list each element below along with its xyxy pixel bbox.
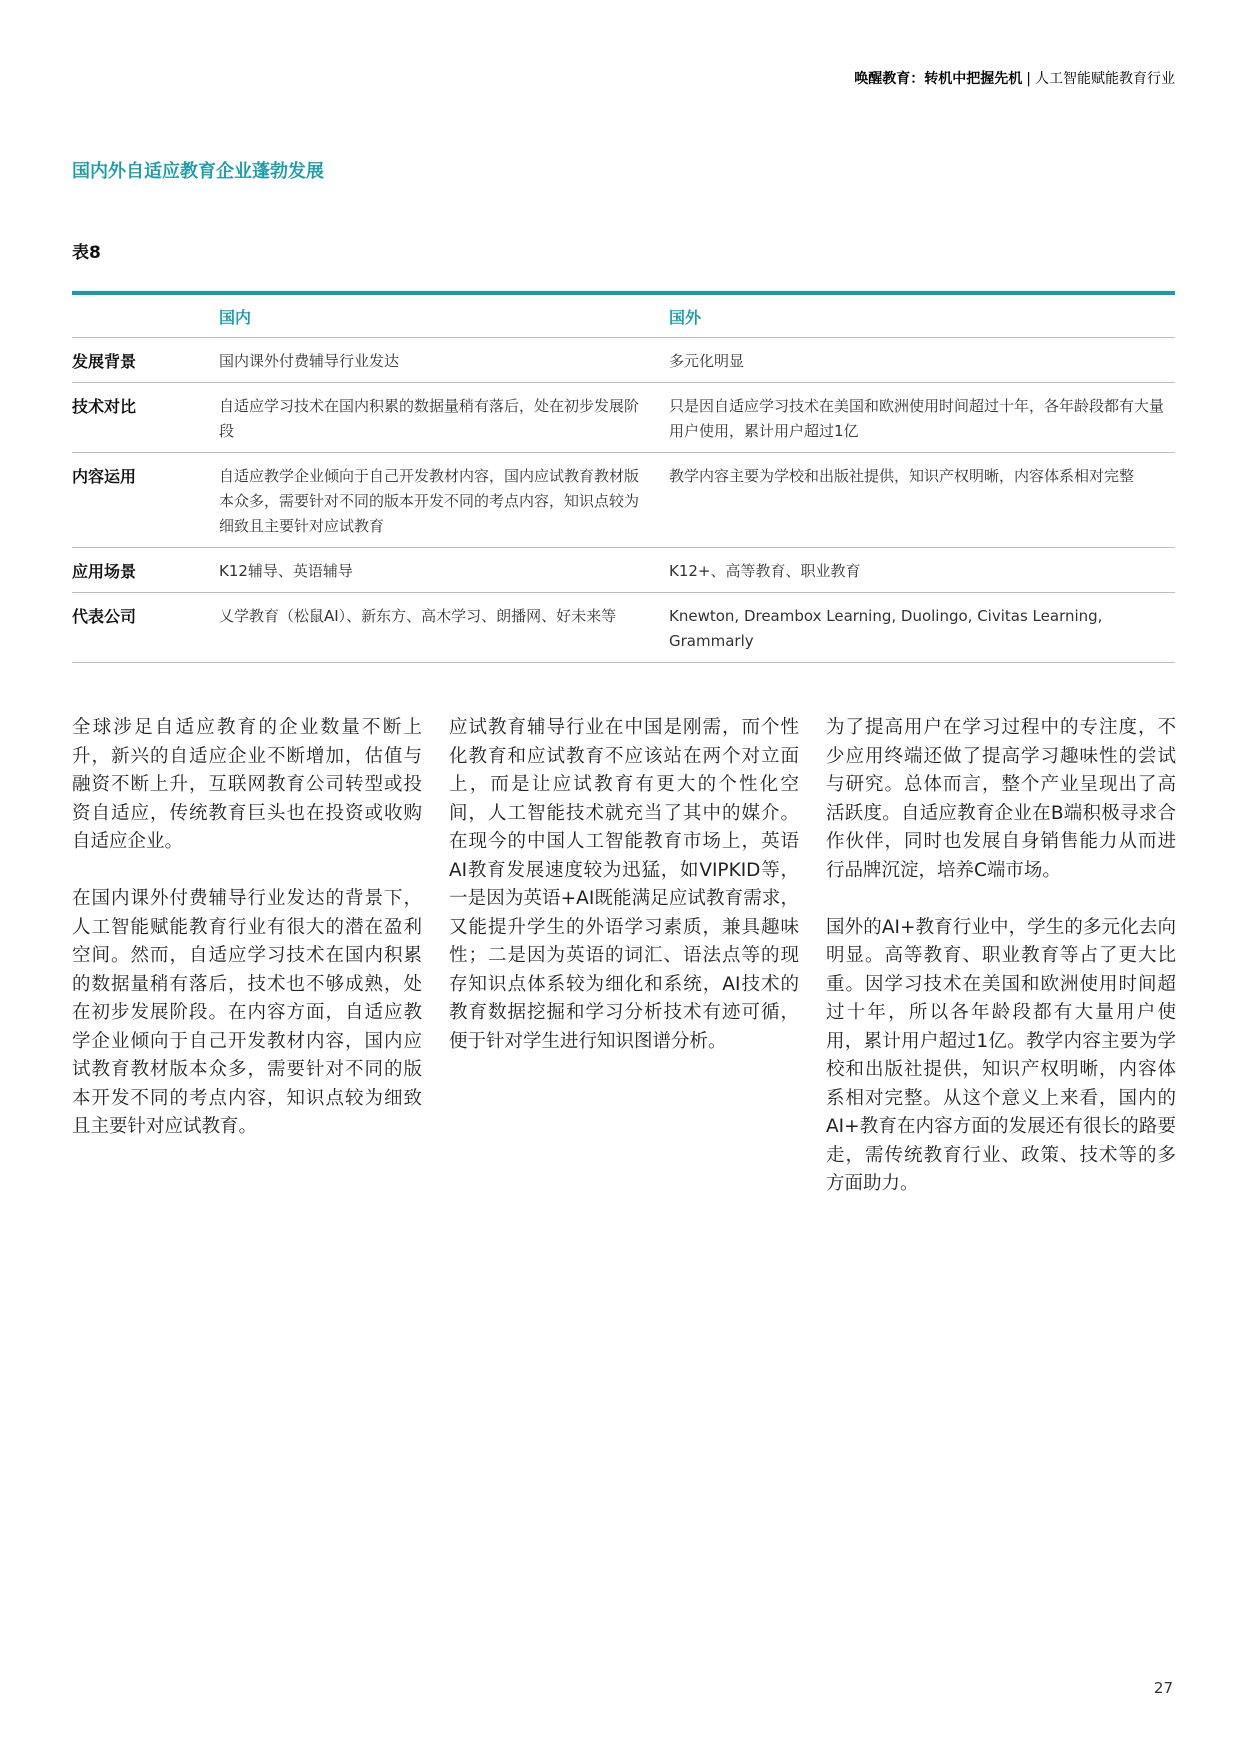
body-column-2: [449, 714, 799, 1085]
row-label: 应用场景: [72, 548, 219, 593]
body-column-1: [72, 714, 422, 1170]
cell-foreign: 教学内容主要为学校和出版社提供，知识产权明晰，内容体系相对完整: [669, 453, 1175, 548]
header-subtitle: 人工智能赋能教育行业: [1035, 71, 1175, 87]
cell-foreign: 多元化明显: [669, 338, 1175, 383]
table-header-row: [72, 293, 1175, 338]
row-label: 代表公司: [72, 593, 219, 663]
cell-domestic: 自适应学习技术在国内积累的数据量稍有落后，处在初步发展阶段: [219, 383, 669, 453]
row-label: 内容运用: [72, 453, 219, 548]
comparison-table: [72, 291, 1175, 663]
section-title: 国内外自适应教育企业蓬勃发展: [72, 161, 324, 182]
paragraph: 应试教育辅导行业在中国是刚需，而个性化教育和应试教育不应该站在两个对立面上，而是让应试教育有更大的个性化空间，人工智能技术就充当了其中的媒介。在现今的中国人工智能教育市场上，英语AI教育发展速度较为迅猛，如VIPKID等，一是因为英语+AI既能满足应试教育需求，又能提升学生的外语学习素质，兼具趣味性；二是因为英语的词汇、语法点等的现存知识点体系较为细化和系统，AI技术的教育数据挖掘和学习分析技术有迹可循，便于针对学生进行知识图谱分析。: [449, 717, 799, 1052]
header-title: 唤醒教育：转机中把握先机: [854, 71, 1023, 87]
cell-foreign: Knewton, Dreambox Learning, Duolingo, Civitas Learning, Grammarly: [669, 593, 1175, 663]
cell-domestic: K12辅导、英语辅导: [219, 548, 669, 593]
cell-foreign: K12+、高等教育、职业教育: [669, 548, 1175, 593]
table-header-domestic: 国内: [219, 293, 669, 338]
running-header: [854, 68, 1175, 88]
table-row: [72, 453, 1175, 548]
paragraph: 全球涉足自适应教育的企业数量不断上升，新兴的自适应企业不断增加，估值与融资不断上升，互联网教育公司转型或投资自适应，传统教育巨头也在投资或收购自适应企业。: [72, 717, 422, 852]
paragraph: 在国内课外付费辅导行业发达的背景下，人工智能赋能教育行业有很大的潜在盈利空间。然而，自适应学习技术在国内积累的数据量稍有落后，技术也不够成熟，处在初步发展阶段。在内容方面，自适应教学企业倾向于自己开发教材内容，国内应试教育教材版本众多，需要针对不同的版本开发不同的考点内容，知识点较为细致且主要针对应试教育。: [72, 888, 422, 1137]
table-label: 表8: [72, 243, 101, 263]
table-header-foreign: 国外: [669, 293, 1175, 338]
cell-domestic: 乂学教育（松鼠AI）、新东方、高木学习、朗播网、好未来等: [219, 593, 669, 663]
table-row: [72, 338, 1175, 383]
cell-domestic: 国内课外付费辅导行业发达: [219, 338, 669, 383]
table-row: [72, 593, 1175, 663]
table-row: [72, 383, 1175, 453]
row-label: 发展背景: [72, 338, 219, 383]
cell-domestic: 自适应教学企业倾向于自己开发教材内容，国内应试教育教材版本众多，需要针对不同的版本开发不同的考点内容，知识点较为细致且主要针对应试教育: [219, 453, 669, 548]
table-header-blank: [72, 293, 219, 338]
header-separator: |: [1026, 71, 1031, 87]
row-label: 技术对比: [72, 383, 219, 453]
body-column-3: [826, 714, 1176, 1227]
paragraph: 为了提高用户在学习过程中的专注度，不少应用终端还做了提高学习趣味性的尝试与研究。总体而言，整个产业呈现出了高活跃度。自适应教育企业在B端积极寻求合作伙伴，同时也发展自身销售能力从而进行品牌沉淀，培养C端市场。: [826, 717, 1176, 881]
cell-foreign: 只是因自适应学习技术在美国和欧洲使用时间超过十年，各年龄段都有大量用户使用，累计用户超过1亿: [669, 383, 1175, 453]
paragraph: 国外的AI+教育行业中，学生的多元化去向明显。高等教育、职业教育等占了更大比重。因学习技术在美国和欧洲使用时间超过十年，所以各年龄段都有大量用户使用，累计用户超过1亿。教学内容主要为学校和出版社提供，知识产权明晰，内容体系相对完整。从这个意义上来看，国内的AI+教育在内容方面的发展还有很长的路要走，需传统教育行业、政策、技术等的多方面助力。: [826, 916, 1176, 1194]
page-number: 27: [1153, 1679, 1173, 1697]
table-row: [72, 548, 1175, 593]
